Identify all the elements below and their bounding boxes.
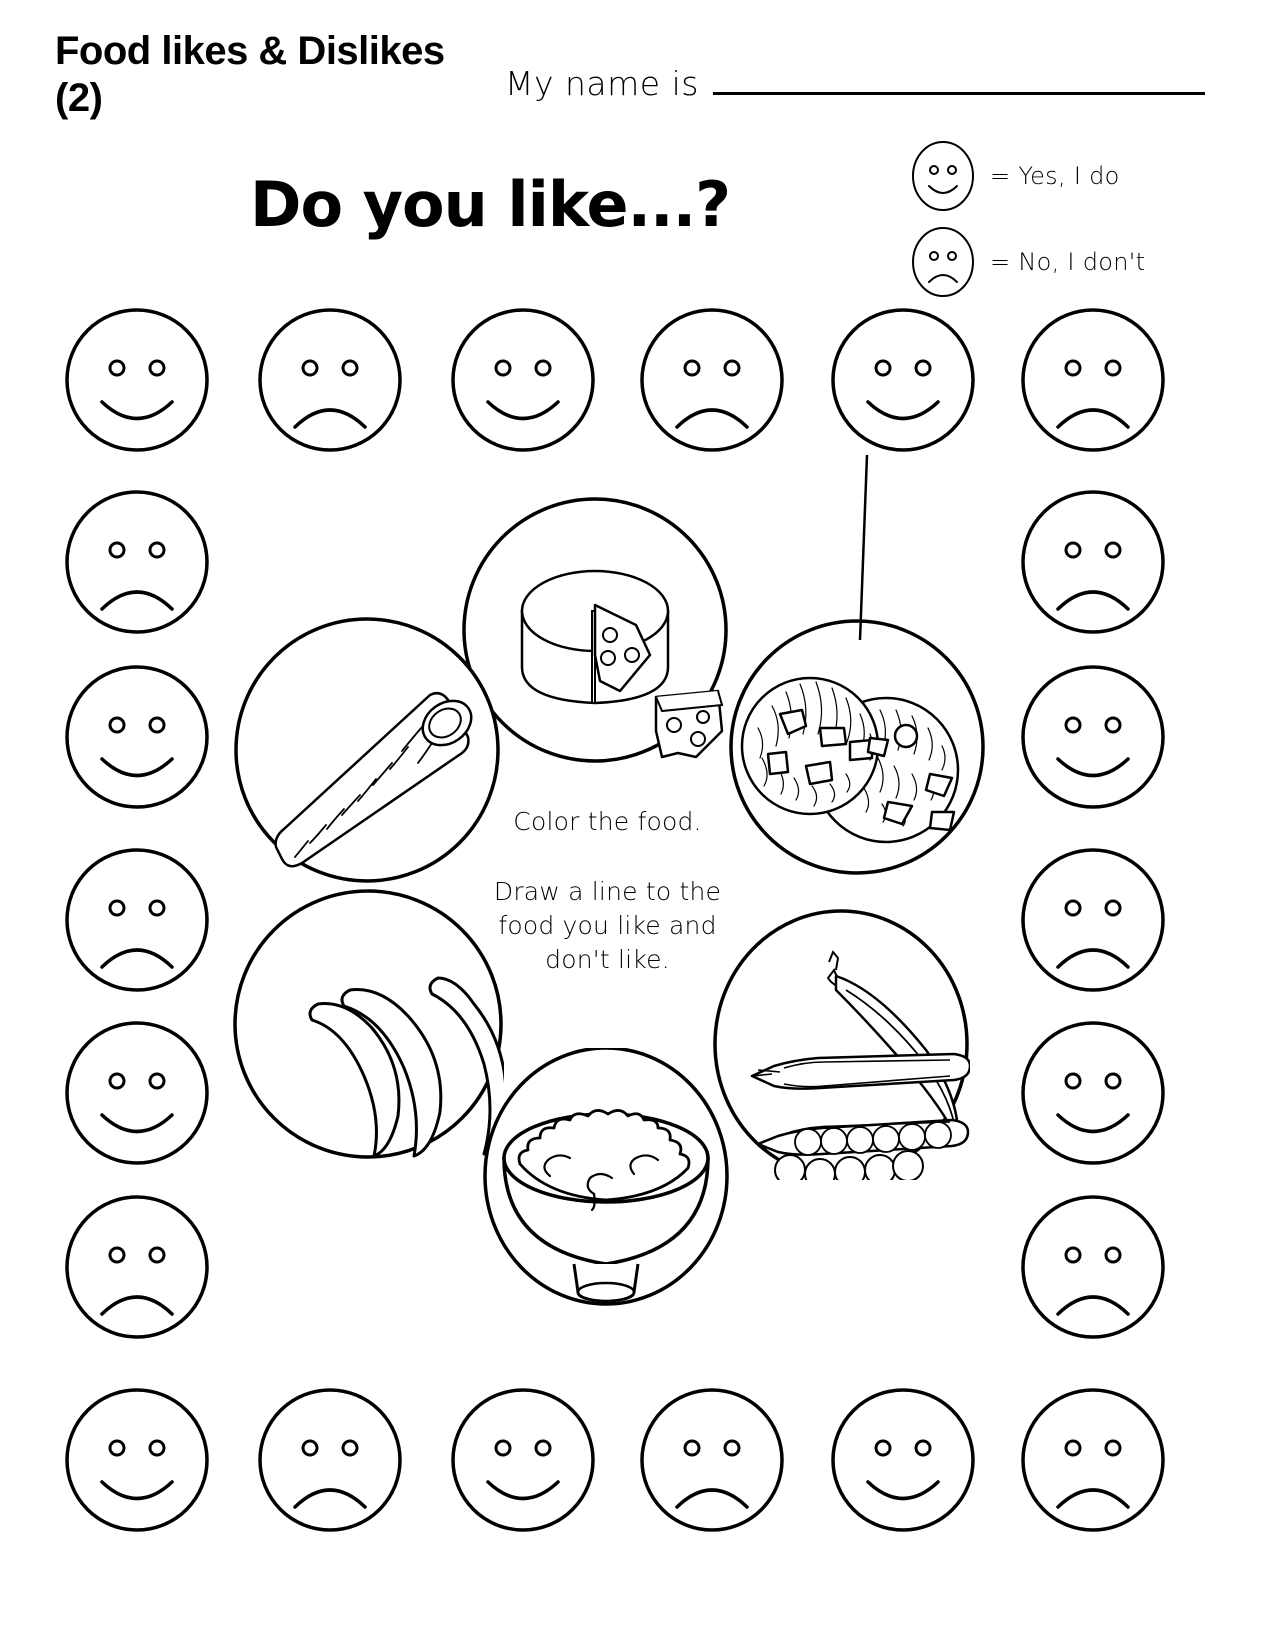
face-top-2[interactable] [255,305,405,455]
smiley-face-icon [910,140,976,212]
page-title: Food likes & Dislikes (2) [55,29,445,121]
legend [910,140,1210,312]
food-rice[interactable] [482,1048,730,1310]
face-right-2[interactable] [1018,662,1168,812]
food-bananas[interactable] [232,888,504,1160]
food-peas[interactable] [712,908,970,1180]
face-left-4[interactable] [62,1018,212,1168]
legend-item-yes [910,140,1210,212]
legend-label-no: = No, I don't [990,248,1146,276]
face-right-1[interactable] [1018,487,1168,637]
face-top-5[interactable] [828,305,978,455]
legend-label-yes: = Yes, I do [990,162,1120,190]
face-top-1[interactable] [62,305,212,455]
face-left-5[interactable] [62,1192,212,1342]
face-bottom-2[interactable] [255,1385,405,1535]
name-field-row [505,62,1205,103]
name-label: My name is [505,64,699,103]
instruction-color-food: Color the food. [513,807,702,836]
face-left-3[interactable] [62,845,212,995]
face-bottom-4[interactable] [637,1385,787,1535]
instruction-draw-line: Draw a line to the food you like and don't like. [493,877,722,974]
legend-item-no [910,226,1210,298]
name-input-blank[interactable] [713,62,1205,95]
face-top-6[interactable] [1018,305,1168,455]
face-bottom-1[interactable] [62,1385,212,1535]
face-right-4[interactable] [1018,1018,1168,1168]
face-top-4[interactable] [637,305,787,455]
face-right-5[interactable] [1018,1192,1168,1342]
face-left-2[interactable] [62,662,212,812]
food-cookies[interactable] [728,618,986,876]
instructions-block [470,805,745,977]
main-question: Do you like...? [250,168,731,241]
face-bottom-3[interactable] [448,1385,598,1535]
face-bottom-5[interactable] [828,1385,978,1535]
face-right-3[interactable] [1018,845,1168,995]
face-left-1[interactable] [62,487,212,637]
frowny-face-icon [910,226,976,298]
face-top-3[interactable] [448,305,598,455]
food-carrot[interactable] [232,615,502,885]
face-bottom-6[interactable] [1018,1385,1168,1535]
